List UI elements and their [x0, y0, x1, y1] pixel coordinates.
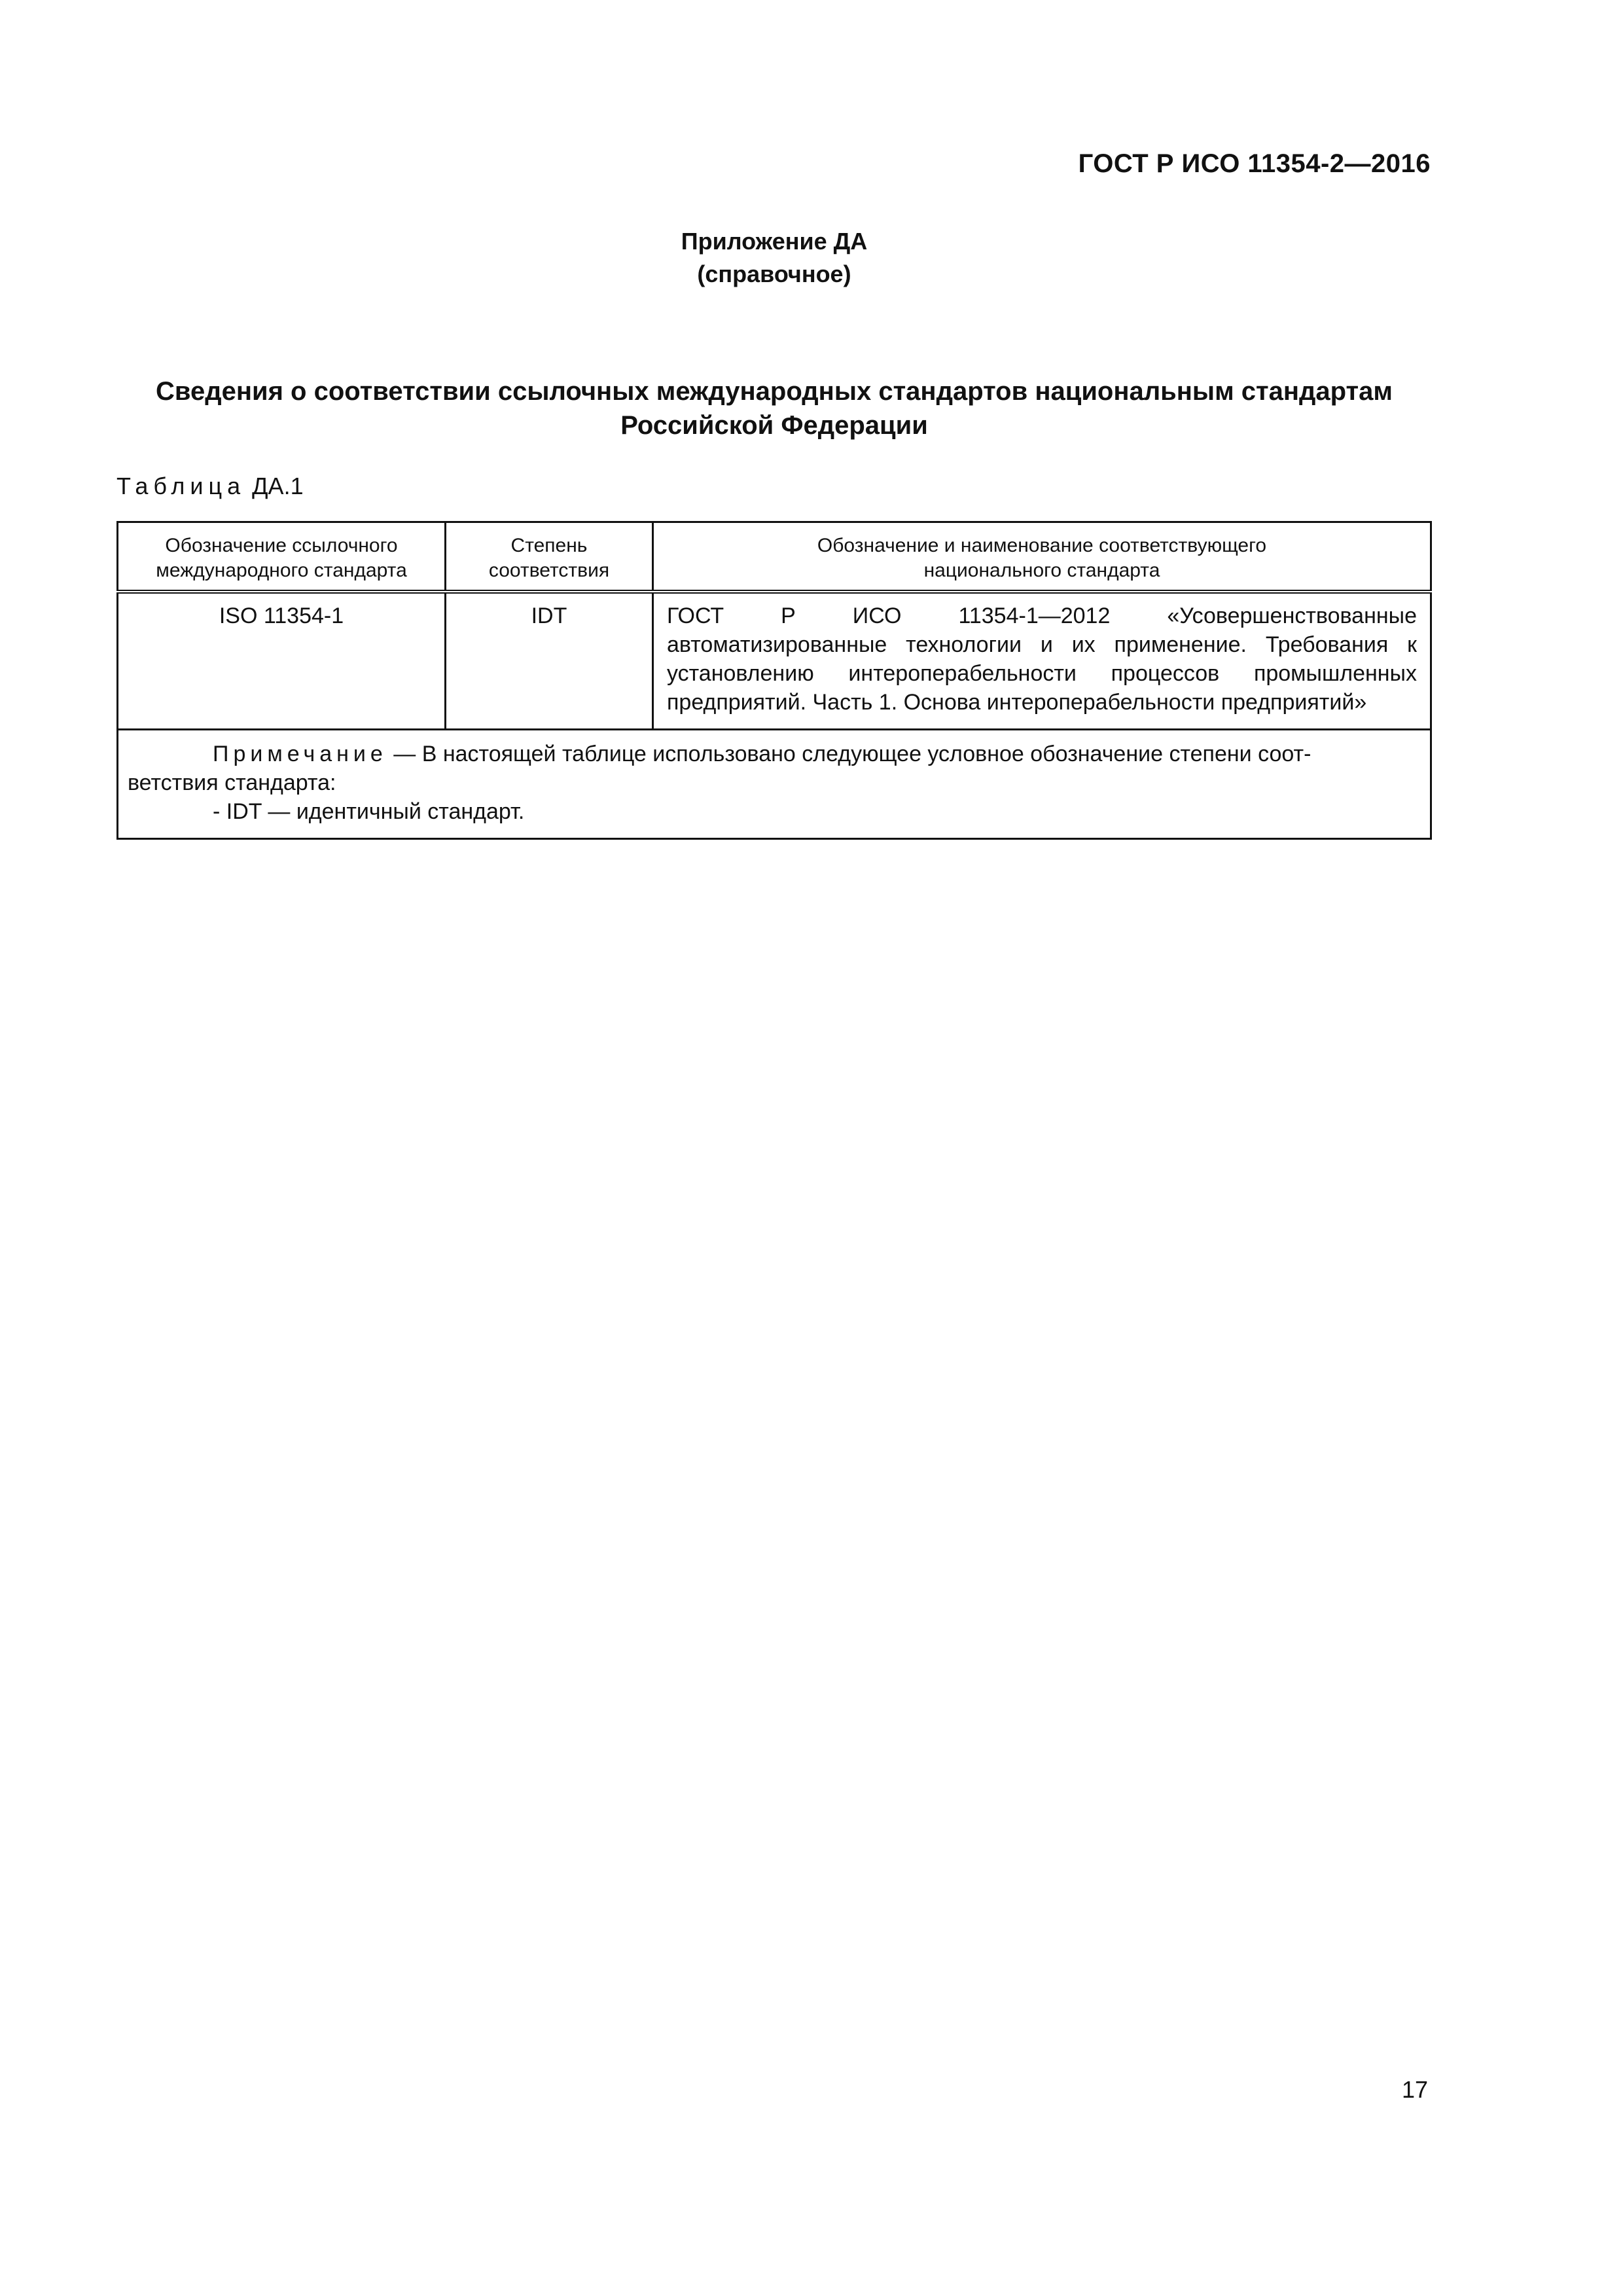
- cell-reference-standard: ISO 11354-1: [118, 592, 446, 730]
- header-col1-line2: международного стандарта: [156, 560, 407, 581]
- header-col1-line1: Обозначение ссылочного: [165, 535, 398, 556]
- table-note-row: [118, 730, 1431, 839]
- header-col2-line1: Степень: [510, 535, 588, 556]
- correspondence-table: [116, 521, 1432, 840]
- cell-national-standard: ГОСТ Р ИСО 11354-1—2012 «Усовершенствованные автоматизированные технологии и их применение. Требования к установлению интероперабельности процессов промышленных предприятий. Часть 1. Основа интероперабельности предприятий»: [653, 592, 1431, 730]
- table-row: [118, 592, 1431, 730]
- page-number: 17: [1401, 2076, 1428, 2103]
- appendix-heading: [118, 225, 1431, 291]
- table-label-word: Таблица: [116, 473, 246, 499]
- table-header-row: [118, 522, 1431, 592]
- section-title: [118, 374, 1431, 442]
- note-text-line2: ветствия стандарта:: [128, 770, 336, 795]
- table-note: [118, 730, 1431, 839]
- header-national-standard: [653, 522, 1431, 592]
- section-title-line1: Сведения о соответствии ссылочных международных стандартов национальным стандартам: [156, 377, 1393, 406]
- header-degree: [446, 522, 653, 592]
- cell-degree: IDT: [446, 592, 653, 730]
- header-col2-line2: соответствия: [488, 560, 610, 581]
- appendix-title: Приложение ДА: [681, 228, 868, 255]
- appendix-subtitle: (справочное): [697, 260, 851, 287]
- table-label-number: ДА.1: [252, 473, 304, 499]
- section-title-line2: Российской Федерации: [620, 411, 928, 440]
- table-label: [116, 473, 304, 500]
- note-item: - IDT — идентичный стандарт.: [213, 799, 525, 824]
- note-first-line: [128, 740, 1421, 768]
- header-col3-line1: Обозначение и наименование соответствующего: [817, 535, 1267, 556]
- note-text-line1: — В настоящей таблице использовано следующее условное обозначение степени соот-: [387, 742, 1311, 766]
- document-code: ГОСТ Р ИСО 11354-2—2016: [1078, 149, 1431, 178]
- header-col3-line2: национального стандарта: [923, 560, 1160, 581]
- note-label: Примечание: [213, 742, 387, 766]
- header-reference-standard: [118, 522, 446, 592]
